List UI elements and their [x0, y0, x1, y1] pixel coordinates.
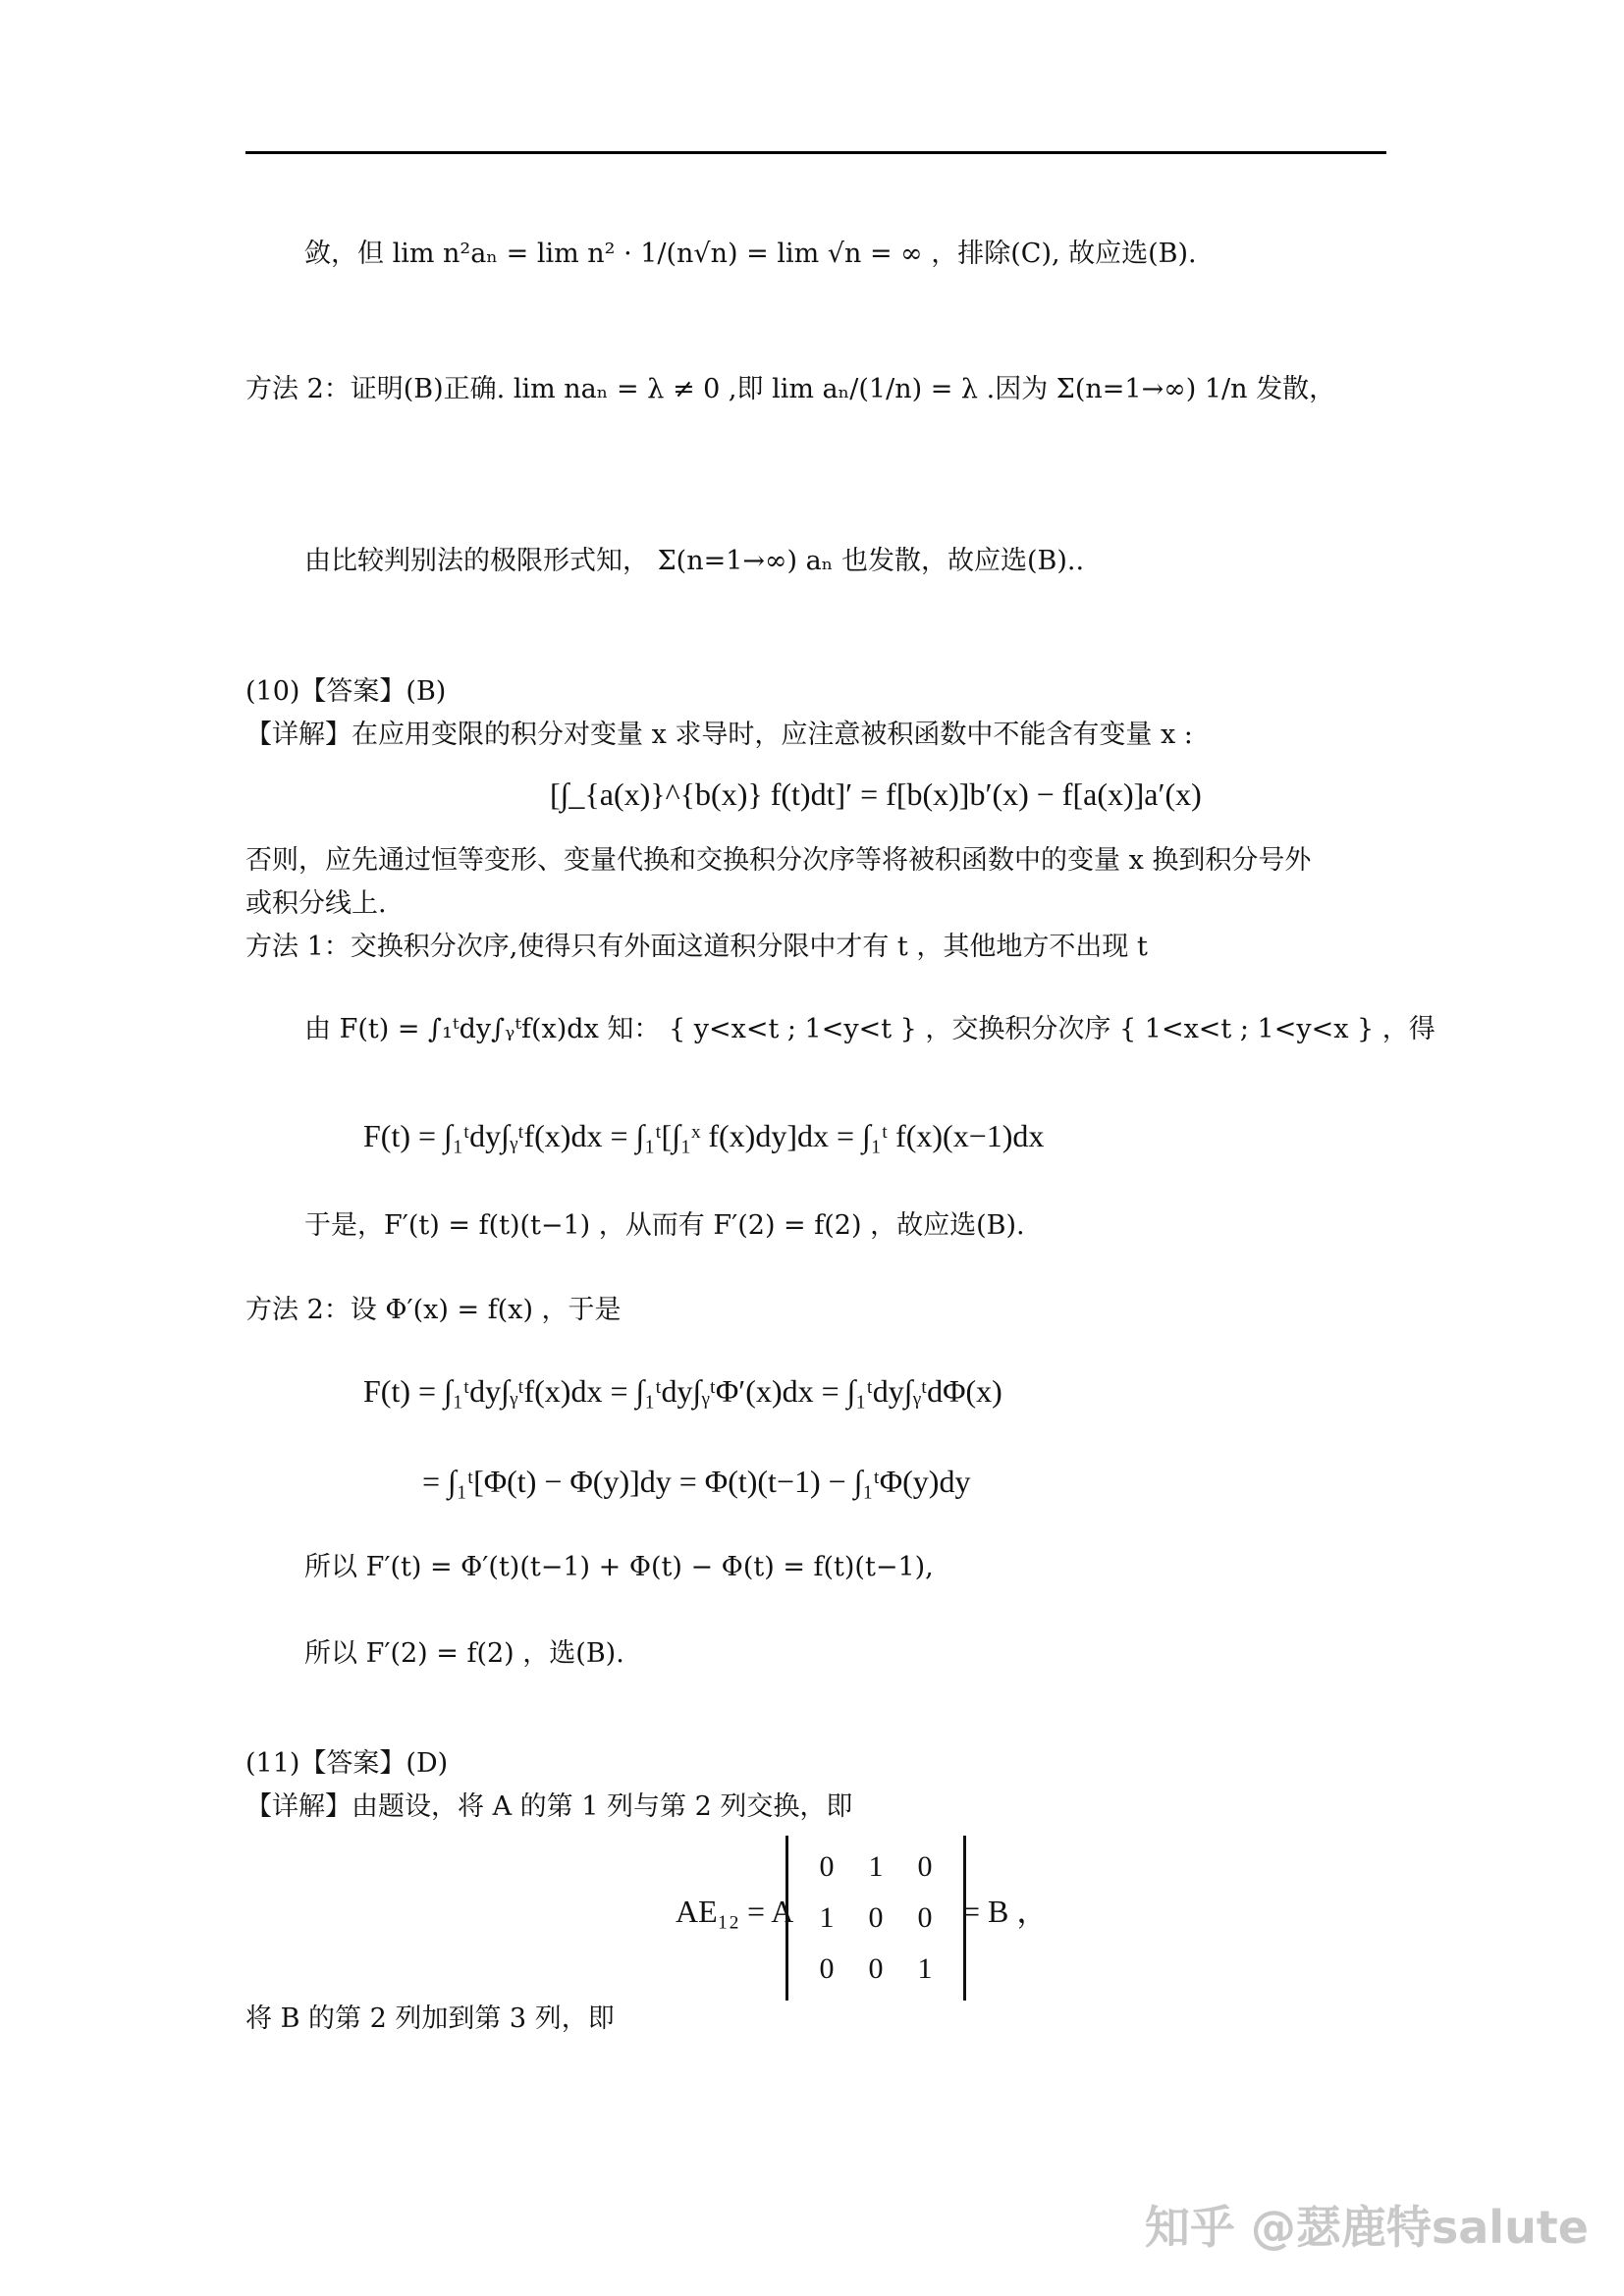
matrix-cell: 1	[917, 1952, 933, 1985]
matrix-cell: 0	[868, 1952, 884, 1985]
text-line: [∫_{a(x)}^{b(x)} f(t)dt]′ = f[b(x)]b′(x) − f[a(x)]a′(x)	[550, 776, 1202, 812]
matrix-cell: 0	[819, 1952, 835, 1985]
text-line: (11)【答案】(D)	[245, 1748, 449, 1779]
text-line: AE₁₂ = A	[676, 1894, 794, 1929]
text-line: 【详解】由题设，将 A 的第 1 列与第 2 列交换，即	[245, 1791, 853, 1822]
text-line: = B ，	[962, 1894, 1049, 1929]
header-rule	[245, 151, 1386, 154]
text-line: 否则，应先通过恒等变形、变量代换和交换积分次序等将被积函数中的变量 x 换到积分号外	[245, 845, 1312, 876]
text-line: 方法 1：交换积分次序,使得只有外面这道积分限中才有 t ，其他地方不出现 t	[245, 932, 1148, 962]
matrix-cell: 0	[917, 1901, 933, 1934]
text-line: 【详解】在应用变限的积分对变量 x 求导时，应注意被积函数中不能含有变量 x :	[245, 720, 1193, 750]
watermark: 知乎 @瑟鹿特salute	[1144, 2201, 1589, 2254]
text-line: = ∫₁ᵗ[Φ(t) − Φ(y)]dy = Φ(t)(t−1) − ∫₁ᵗΦ(y)dy	[422, 1464, 971, 1499]
text-line: 所以 F′(t) = Φ′(t)(t−1) + Φ(t) − Φ(t) = f(t)(t−1),	[304, 1552, 934, 1582]
permutation-matrix	[785, 1836, 966, 2001]
text-line: 或积分线上.	[245, 888, 387, 919]
matrix-cell: 0	[868, 1901, 884, 1934]
text-line: 所以 F′(2) = f(2) ，选(B).	[304, 1638, 624, 1669]
text-line: (10)【答案】(B)	[245, 676, 447, 707]
text-line: 方法 2：设 Φ′(x) = f(x) ，于是	[245, 1295, 622, 1325]
matrix-cell: 1	[868, 1850, 884, 1883]
text-line: 方法 2：证明(B)正确. lim naₙ = λ ≠ 0 ,即 lim aₙ/(1/n) = λ .因为 Σ(n=1→∞) 1/n 发散，	[245, 374, 1336, 404]
text-line: F(t) = ∫₁ᵗdy∫ᵧᵗf(x)dx = ∫₁ᵗdy∫ᵧᵗΦ′(x)dx = ∫₁ᵗdy∫ᵧᵗdΦ(x)	[363, 1373, 1002, 1409]
text-line: F(t) = ∫₁ᵗdy∫ᵧᵗf(x)dx = ∫₁ᵗ[∫₁ˣ f(x)dy]dx = ∫₁ᵗ f(x)(x−1)dx	[363, 1118, 1045, 1153]
text-line: 于是，F′(t) = f(t)(t−1) ，从而有 F′(2) = f(2) ，故应选(B).	[304, 1210, 1025, 1241]
matrix-cell: 0	[917, 1850, 933, 1883]
matrix-cell: 1	[819, 1901, 835, 1934]
text-line: 敛，但 lim n²aₙ = lim n² · 1/(n√n) = lim √n = ∞ ，排除(C), 故应选(B).	[304, 239, 1197, 269]
text-line: 由比较判别法的极限形式知， Σ(n=1→∞) aₙ 也发散，故应选(B)..	[304, 546, 1085, 576]
text-line: 将 B 的第 2 列加到第 3 列，即	[245, 2003, 615, 2034]
text-line: 由 F(t) = ∫₁ᵗdy∫ᵧᵗf(x)dx 知： { y<x<t ; 1<y<t } ，交换积分次序 { 1<x<t ; 1<y<x } ，得	[304, 1014, 1435, 1044]
matrix-cell: 0	[819, 1850, 835, 1883]
